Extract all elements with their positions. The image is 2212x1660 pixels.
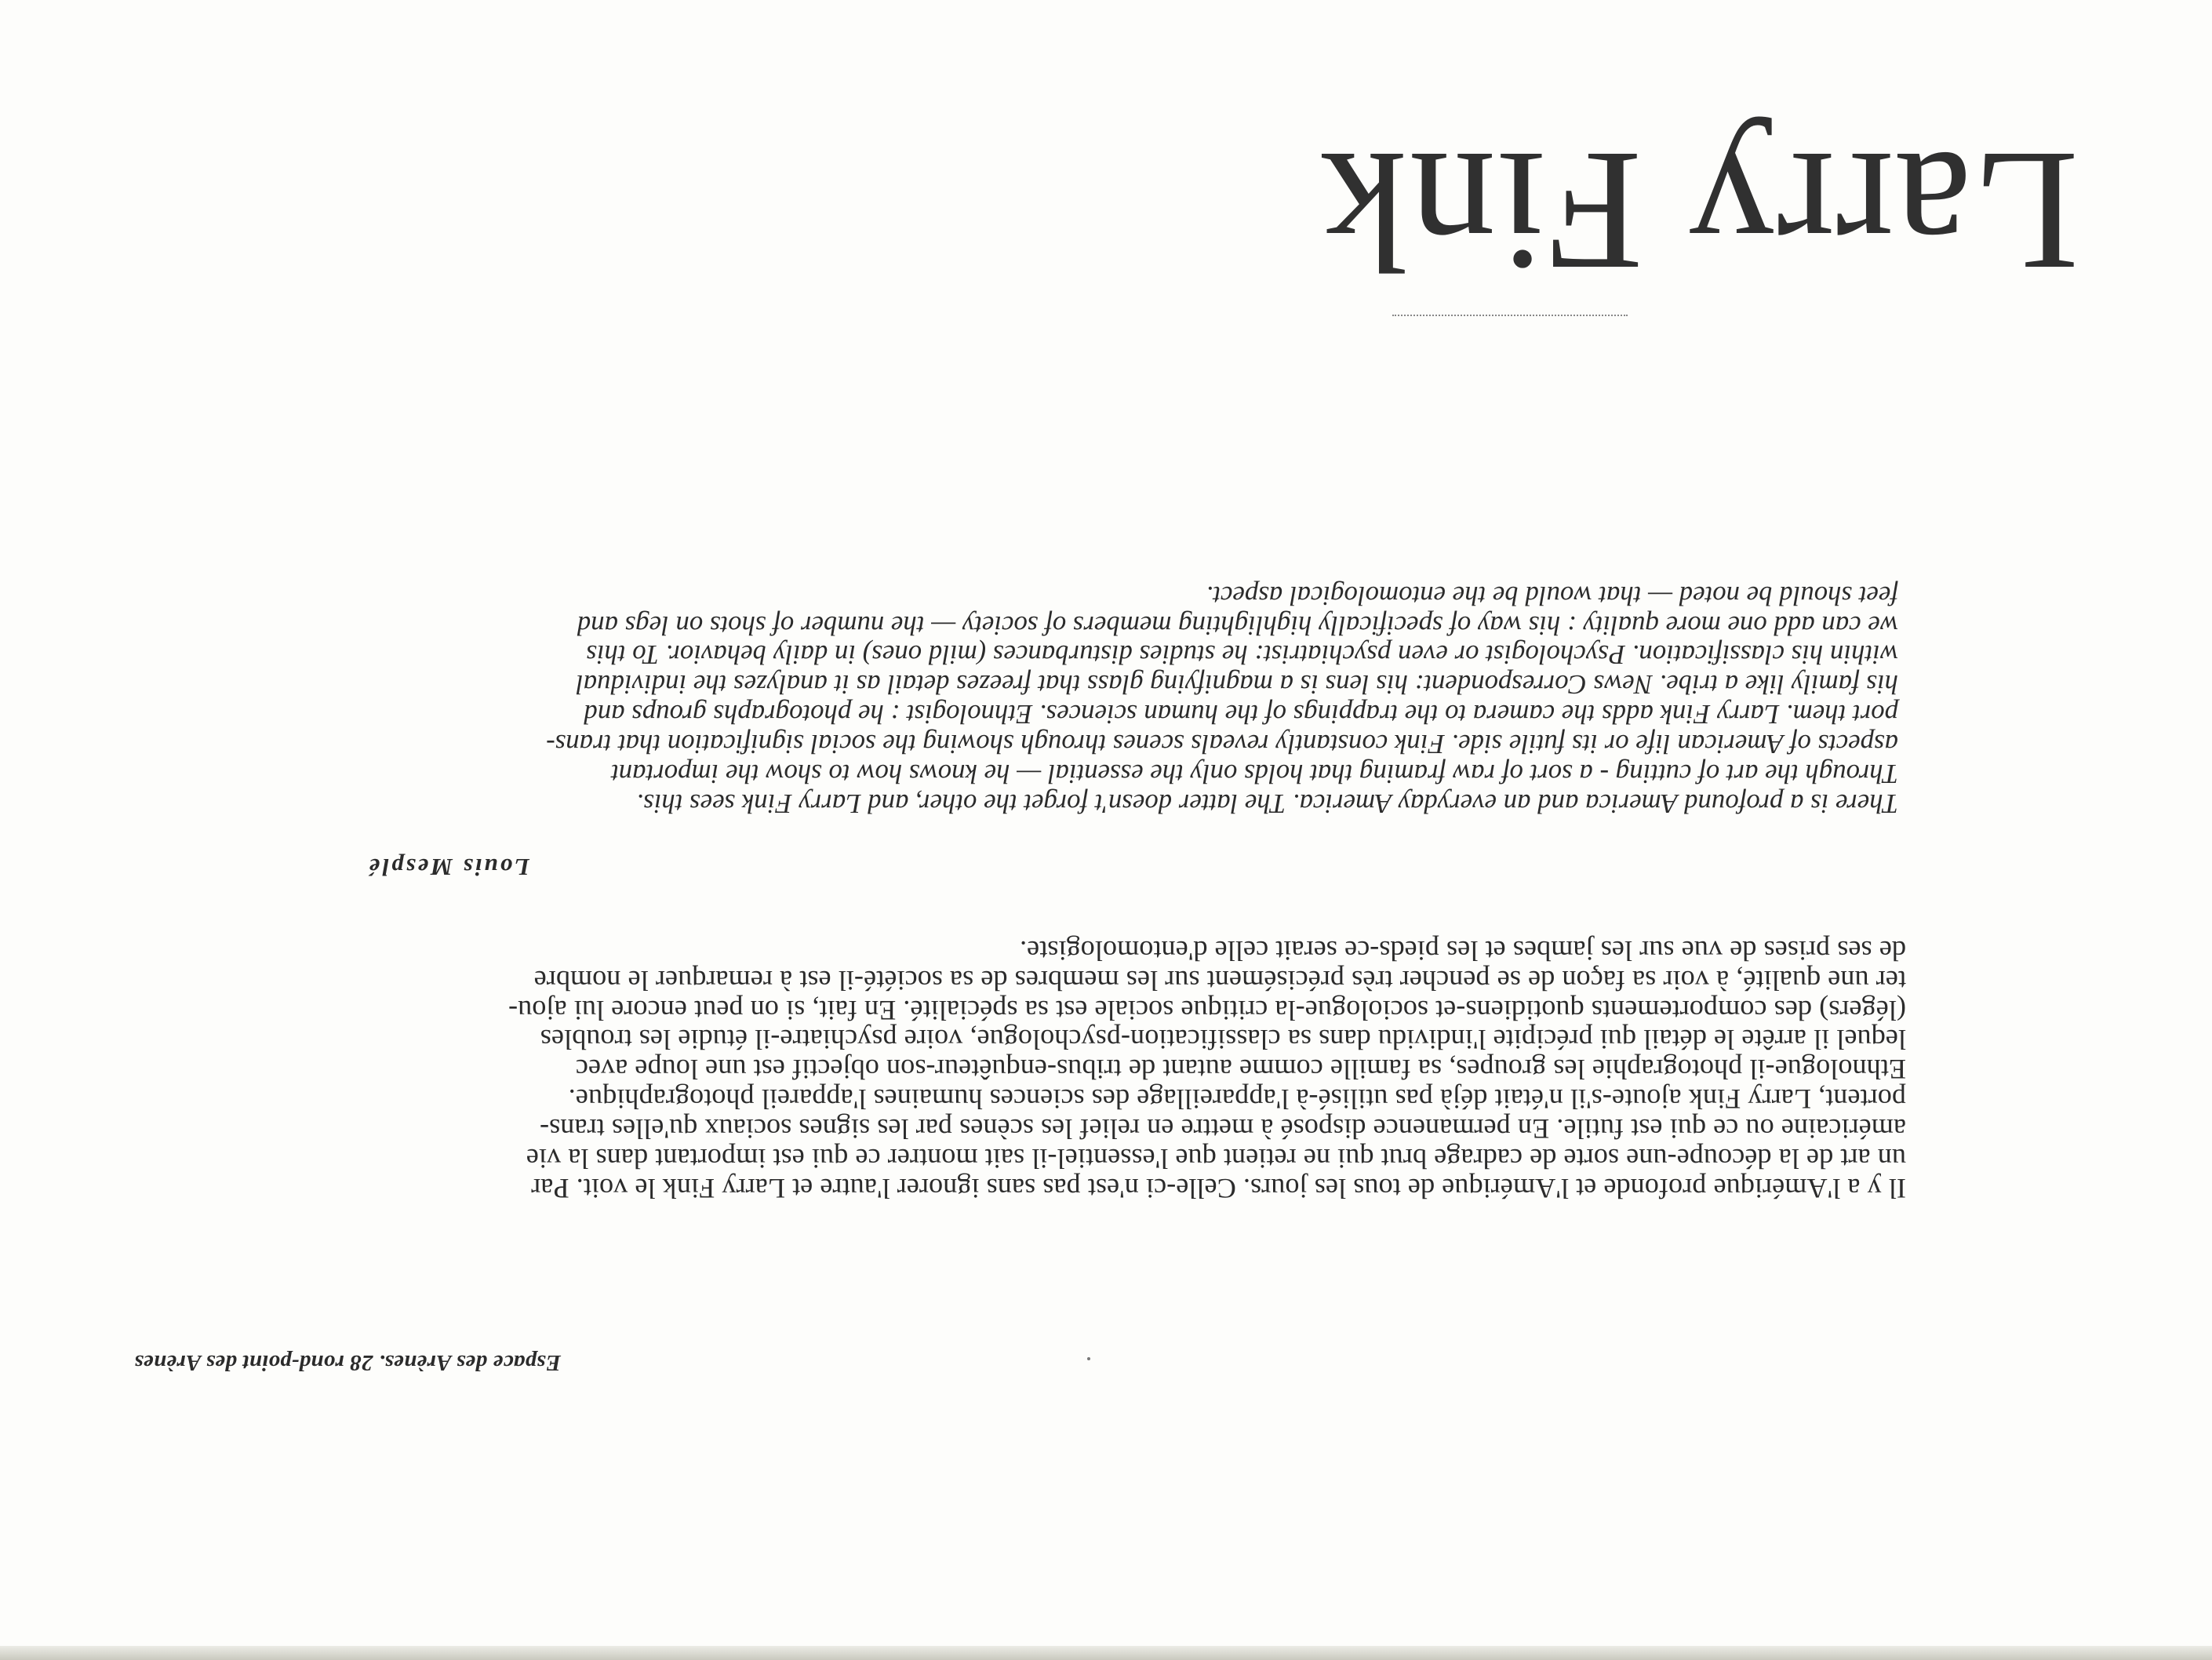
venue-address: Espace des Arènes. 28 rond-point des Arènes: [134, 1350, 561, 1375]
english-line: feet should be noted — that would be the entomological aspect.: [1206, 580, 1898, 611]
english-line: within his classification. Psychologist or even psychiatrist: he studies disturbances (mild ones) in daily behavior. To this: [586, 639, 1898, 671]
french-line: ter une qualité, à voir sa façon de se pencher très précisément sur les membres de sa société-il est à remarquer le nombre: [533, 964, 1906, 996]
french-line: américaine ou ce qui est futile. En permanence disposé à mettre en relief les scènes par les signes sociaux qu'elles trans-: [540, 1113, 1906, 1145]
english-line: his family like a tribe. News Correspondent: his lens is a magnifying glass that freezes detail as it analyzes the individual: [576, 669, 1898, 701]
english-line: aspects of American life or its futile side. Fink constantly reveals scenes through showing the social signification that trans-: [546, 729, 1898, 760]
scan-speck: [1087, 1357, 1090, 1360]
author-name: Louis Mesplé: [366, 854, 529, 881]
french-line: un art de la découpe-une sorte de cadrage brut qui ne retient que l'essentiel-il sait montrer ce qui est important dans la vie: [526, 1143, 1906, 1175]
english-line: we can add one more quality : his way of specifically highlighting members of society — the number of shots on legs and: [577, 610, 1898, 641]
french-text: [216, 935, 1906, 1203]
french-line: Il y a l'Amérique profonde et l'Amérique de tous les jours. Celle-ci n'est pas sans ignorer l'autre et Larry Fink le voit. Par: [531, 1173, 1906, 1204]
english-line: There is a profound America and an everyday America. The latter doesn't forget the other, and Larry Fink sees this.: [636, 788, 1898, 819]
artist-title: Larry Fink: [1319, 116, 2079, 308]
french-line: Ethnologue-il photographie les groupes, sa famille comme autant de tribus-enquêteur-son objectif est une loupe avec: [575, 1054, 1906, 1086]
scan-edge: [0, 1646, 2212, 1660]
french-line: lequel il arrête le détail qui précipite l'individu dans sa classification-psychologue, voire psychiatre-il étudie les troubles: [540, 1024, 1906, 1056]
french-line: de ses prises de vue sur les jambes et les pieds-ce serait celle d'entomologiste.: [1019, 934, 1906, 967]
dotted-rule: [1392, 315, 1628, 316]
french-line: portent, Larry Fink ajoute-s'il n'était déjà pas utilisé-à l'appareillage des sciences humaines l'appareil photographique.: [568, 1083, 1906, 1116]
english-text: [216, 581, 1898, 818]
english-line: port them. Larry Fink adds the camera to the trappings of the human sciences. Ethnologist : he photographs groups and: [584, 699, 1898, 730]
english-line: Through the art of cutting - a sort of raw framing that holds only the essential — he knows how to show the important: [611, 759, 1898, 790]
french-line: (légers) des comportements quotidiens-et sociologue-la critique sociale est sa spécialité. En fait, si on peut encore lui ajou-: [508, 994, 1906, 1026]
